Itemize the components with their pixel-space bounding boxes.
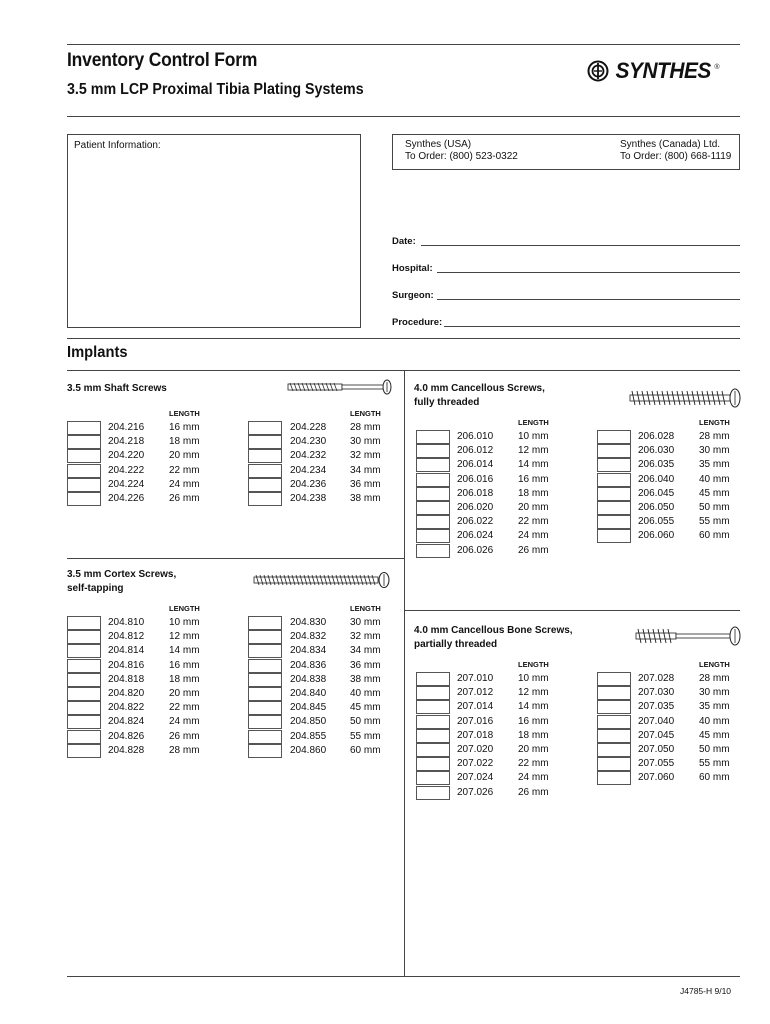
screw-length: 28 mm [350,422,381,433]
screw-length: 10 mm [518,673,549,684]
quantity-box[interactable] [416,430,450,444]
part-number: 204.828 [108,744,145,756]
implants-top-rule [67,338,740,339]
quantity-box[interactable] [67,673,101,687]
cpart-left-length-header: LENGTH [518,660,549,669]
quantity-box[interactable] [67,687,101,701]
quantity-box[interactable] [416,458,450,472]
screw-length: 20 mm [518,744,549,755]
part-number: 204.838 [290,673,327,685]
shaft-screws-title: 3.5 mm Shaft Screws [67,382,167,394]
screw-length: 14 mm [169,645,200,657]
shaft-left-length-header: LENGTH [169,409,200,418]
quantity-box[interactable] [597,686,631,700]
quantity-box[interactable] [248,464,282,478]
part-number: 207.020 [457,744,494,755]
quantity-box[interactable] [248,687,282,701]
cfull-right-length-header: LENGTH [699,418,730,427]
date-label: Date: [392,236,416,247]
screw-length: 10 mm [169,617,200,628]
screw-length: 38 mm [350,673,381,685]
quantity-box[interactable] [248,478,282,492]
part-number: 206.040 [638,473,675,485]
quantity-box[interactable] [597,700,631,714]
screw-length: 24 mm [169,716,200,728]
part-number: 204.228 [290,422,327,433]
screw-length: 28 mm [169,744,200,756]
quantity-box[interactable] [248,421,282,435]
quantity-box[interactable] [597,715,631,729]
contact-canada-name: Synthes (Canada) Ltd. [620,139,721,150]
screw-length: 26 mm [169,493,200,504]
cancellous-divider [404,610,740,611]
part-number: 206.010 [457,431,494,442]
screw-length: 55 mm [350,730,381,742]
contact-usa-order: To Order: (800) 523-0322 [405,151,518,162]
quantity-box[interactable] [416,743,450,757]
part-number: 207.018 [457,729,494,741]
implants-heading: Implants [67,344,128,361]
page-subtitle: 3.5 mm LCP Proximal Tibia Plating Systems [67,81,364,98]
quantity-box[interactable] [597,529,631,543]
hospital-field[interactable] [437,272,740,273]
cortex-screw-icon [252,572,394,588]
page-title: Inventory Control Form [67,50,258,71]
screw-length: 60 mm [350,744,381,756]
part-number: 204.840 [290,688,327,699]
part-number: 204.855 [290,730,327,742]
quantity-box[interactable] [67,478,101,492]
quantity-box[interactable] [597,430,631,444]
quantity-box[interactable] [67,659,101,673]
shaft-cortex-divider [67,558,404,559]
part-number: 204.816 [108,659,145,671]
part-number: 206.055 [638,516,675,528]
quantity-box[interactable] [416,515,450,529]
quantity-box[interactable] [597,729,631,743]
screw-length: 32 mm [350,450,381,462]
quantity-box[interactable] [597,515,631,529]
part-number: 207.050 [638,744,675,755]
cancellous-partial-title: 4.0 mm Cancellous Bone Screws, partially threaded [414,624,573,650]
cancellous-full-title: 4.0 mm Cancellous Screws, fully threaded [414,382,545,408]
screw-length: 14 mm [518,701,549,713]
part-number: 204.810 [108,617,145,628]
contact-usa [405,139,518,163]
quantity-box[interactable] [248,730,282,744]
screw-length: 16 mm [169,422,200,433]
contact-usa-name: Synthes (USA) [405,139,472,150]
quantity-box[interactable] [416,786,450,800]
column-divider [404,370,405,976]
part-number: 206.012 [457,445,494,457]
screw-length: 30 mm [350,436,381,448]
screw-length: 38 mm [350,493,381,504]
part-number: 204.822 [108,702,145,714]
quantity-box[interactable] [67,449,101,463]
screw-length: 40 mm [699,715,730,727]
quantity-box[interactable] [248,673,282,687]
screw-length: 35 mm [699,701,730,713]
quantity-box[interactable] [416,715,450,729]
screw-length: 18 mm [518,487,549,499]
screw-length: 34 mm [350,464,381,476]
part-number: 204.850 [290,716,327,728]
quantity-box[interactable] [67,630,101,644]
screw-length: 55 mm [699,758,730,770]
screw-length: 16 mm [169,659,200,671]
part-number: 206.050 [638,502,675,513]
part-number: 206.024 [457,530,494,542]
screw-length: 36 mm [350,659,381,671]
procedure-label: Procedure: [392,317,443,328]
part-number: 204.834 [290,645,327,657]
quantity-box[interactable] [597,743,631,757]
quantity-box[interactable] [416,529,450,543]
bottom-rule [67,976,740,977]
shaft-screw-icon [286,379,394,395]
part-number: 204.812 [108,631,145,643]
screw-length: 12 mm [169,631,200,643]
part-number: 204.845 [290,702,327,714]
quantity-box[interactable] [416,700,450,714]
quantity-box[interactable] [597,487,631,501]
quantity-box[interactable] [416,487,450,501]
part-number: 204.220 [108,450,145,462]
patient-information-box[interactable] [67,134,361,328]
screw-length: 50 mm [350,716,381,728]
part-number: 204.830 [290,617,327,628]
top-rule [67,44,740,45]
part-number: 207.016 [457,715,494,727]
part-number: 204.814 [108,645,145,657]
screw-length: 20 mm [169,688,200,699]
part-number: 204.216 [108,422,145,433]
screw-length: 26 mm [169,730,200,742]
registered-mark: ® [714,63,720,71]
screw-length: 32 mm [350,631,381,643]
screw-length: 16 mm [518,715,549,727]
part-number: 206.016 [457,473,494,485]
screw-length: 30 mm [699,687,730,699]
part-number: 206.035 [638,459,675,471]
screw-length: 28 mm [699,673,730,684]
part-number: 206.014 [457,459,494,471]
screw-length: 45 mm [350,702,381,714]
part-number: 204.238 [290,493,327,504]
cortex-right-length-header: LENGTH [350,604,381,613]
screw-length: 40 mm [350,688,381,699]
part-number: 204.820 [108,688,145,699]
synthes-logo [587,58,720,84]
quantity-box[interactable] [416,729,450,743]
procedure-field[interactable] [444,326,740,327]
part-number: 206.030 [638,445,675,457]
part-number: 207.012 [457,687,494,699]
screw-length: 14 mm [518,459,549,471]
quantity-box[interactable] [248,644,282,658]
logo-text: SYNTHES [615,58,711,83]
part-number: 206.020 [457,502,494,513]
patient-information-label: Patient Information: [74,140,161,151]
screw-length: 35 mm [699,459,730,471]
part-number: 204.826 [108,730,145,742]
screw-length: 34 mm [350,645,381,657]
quantity-box[interactable] [248,616,282,630]
part-number: 207.024 [457,772,494,784]
part-number: 206.026 [457,544,494,556]
synthes-logo-icon [587,60,609,82]
screw-length: 60 mm [699,772,730,784]
cancellous-partial-screw-icon [634,625,742,647]
screw-length: 30 mm [350,617,381,628]
part-number: 204.860 [290,744,327,756]
date-field[interactable] [421,245,740,246]
quantity-box[interactable] [597,473,631,487]
screw-length: 18 mm [169,673,200,685]
screw-length: 40 mm [699,473,730,485]
quantity-box[interactable] [597,501,631,515]
quantity-box[interactable] [416,544,450,558]
quantity-box[interactable] [597,444,631,458]
surgeon-label: Surgeon: [392,290,434,301]
screw-length: 12 mm [518,445,549,457]
part-number: 206.045 [638,487,675,499]
screw-length: 10 mm [518,431,549,442]
quantity-box[interactable] [67,421,101,435]
quantity-box[interactable] [248,449,282,463]
quantity-box[interactable] [416,672,450,686]
cfull-left-length-header: LENGTH [518,418,549,427]
hospital-label: Hospital: [392,263,433,274]
screw-length: 50 mm [699,502,730,513]
quantity-box[interactable] [597,757,631,771]
screw-length: 16 mm [518,473,549,485]
quantity-box[interactable] [597,458,631,472]
quantity-box[interactable] [67,435,101,449]
contact-canada [620,139,731,163]
screw-length: 12 mm [518,687,549,699]
quantity-box[interactable] [248,715,282,729]
part-number: 207.010 [457,673,494,684]
part-number: 204.224 [108,478,145,490]
part-number: 204.832 [290,631,327,643]
screw-length: 20 mm [169,450,200,462]
quantity-box[interactable] [248,701,282,715]
screw-length: 55 mm [699,516,730,528]
screw-length: 30 mm [699,445,730,457]
screw-length: 36 mm [350,478,381,490]
screw-length: 26 mm [518,544,549,556]
part-number: 207.028 [638,673,675,684]
part-number: 207.014 [457,701,494,713]
quantity-box[interactable] [248,630,282,644]
surgeon-field[interactable] [437,299,740,300]
shaft-right-length-header: LENGTH [350,409,381,418]
part-number: 204.222 [108,464,145,476]
cortex-screws-title: 3.5 mm Cortex Screws, self-tapping [67,568,177,594]
screw-length: 28 mm [699,431,730,442]
quantity-box[interactable] [416,757,450,771]
screw-length: 24 mm [169,478,200,490]
screw-length: 50 mm [699,744,730,755]
screw-length: 26 mm [518,786,549,798]
screw-length: 45 mm [699,729,730,741]
screw-length: 22 mm [518,516,549,528]
quantity-box[interactable] [416,444,450,458]
quantity-box[interactable] [248,744,282,758]
screw-length: 18 mm [518,729,549,741]
screw-length: 45 mm [699,487,730,499]
part-number: 207.055 [638,758,675,770]
screw-length: 20 mm [518,502,549,513]
contact-canada-order: To Order: (800) 668-1119 [620,151,732,162]
quantity-box[interactable] [67,492,101,506]
part-number: 206.022 [457,516,494,528]
part-number: 204.824 [108,716,145,728]
quantity-box[interactable] [248,435,282,449]
part-number: 206.018 [457,487,494,499]
cortex-left-length-header: LENGTH [169,604,200,613]
quantity-box[interactable] [248,492,282,506]
part-number: 207.030 [638,687,675,699]
part-number: 207.026 [457,786,494,798]
quantity-box[interactable] [67,464,101,478]
part-number: 204.236 [290,478,327,490]
cpart-right-length-header: LENGTH [699,660,730,669]
form-code: J4785-H 9/10 [680,986,732,996]
cancellous-full-screw-icon [628,387,742,409]
quantity-box[interactable] [416,501,450,515]
screw-length: 22 mm [518,758,549,770]
part-number: 204.234 [290,464,327,476]
part-number: 204.226 [108,493,145,504]
part-number: 204.230 [290,436,327,448]
part-number: 204.218 [108,436,145,448]
quantity-box[interactable] [67,715,101,729]
quantity-box[interactable] [248,659,282,673]
quantity-box[interactable] [416,771,450,785]
quantity-box[interactable] [67,616,101,630]
part-number: 204.818 [108,673,145,685]
part-number: 204.232 [290,450,327,462]
quantity-box[interactable] [67,744,101,758]
part-number: 207.060 [638,772,675,784]
part-number: 207.040 [638,715,675,727]
quantity-box[interactable] [67,701,101,715]
screw-length: 24 mm [518,530,549,542]
part-number: 206.028 [638,431,675,442]
screw-length: 22 mm [169,702,200,714]
quantity-box[interactable] [597,672,631,686]
quantity-box[interactable] [67,730,101,744]
part-number: 207.022 [457,758,494,770]
quantity-box[interactable] [416,473,450,487]
quantity-box[interactable] [67,644,101,658]
part-number: 207.035 [638,701,675,713]
screw-length: 18 mm [169,436,200,448]
screw-length: 24 mm [518,772,549,784]
part-number: 207.045 [638,729,675,741]
part-number: 204.836 [290,659,327,671]
quantity-box[interactable] [597,771,631,785]
screw-length: 60 mm [699,530,730,542]
header-rule [67,116,740,117]
quantity-box[interactable] [416,686,450,700]
screw-length: 22 mm [169,464,200,476]
part-number: 206.060 [638,530,675,542]
